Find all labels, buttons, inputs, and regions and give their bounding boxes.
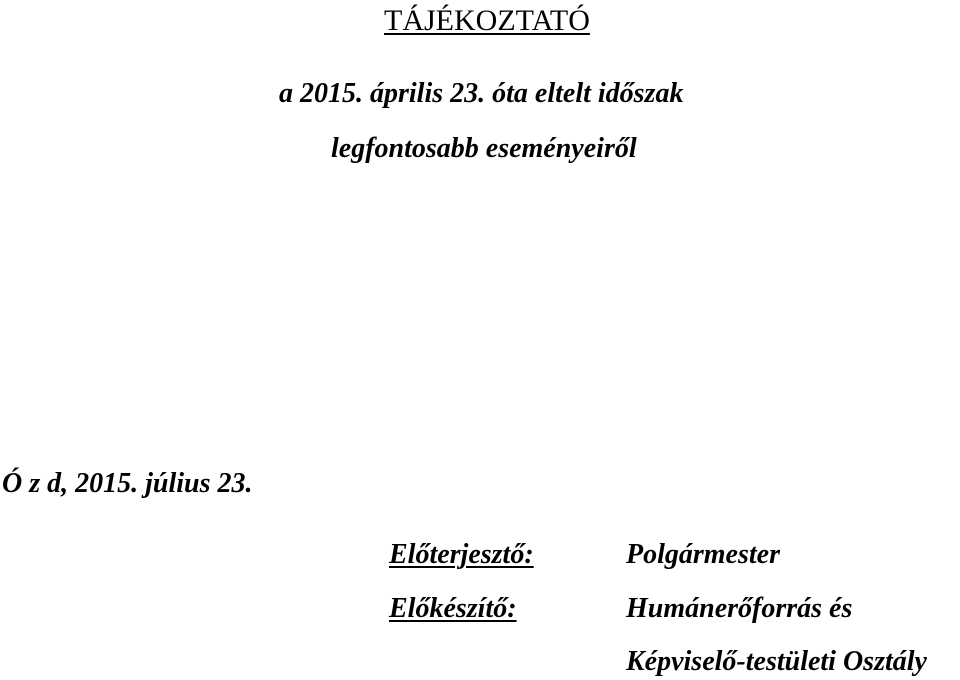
subtitle-line-1: a 2015. április 23. óta eltelt időszak xyxy=(279,78,684,109)
document-title: TÁJÉKOZTATÓ xyxy=(384,4,590,37)
place-and-date: Ó z d, 2015. július 23. xyxy=(2,468,253,499)
preparer-value-line-2: Képviselő-testületi Osztály xyxy=(626,646,927,677)
preparer-label: Előkészítő: xyxy=(389,593,517,624)
preparer-value-line-1: Humánerőforrás és xyxy=(626,593,853,624)
presenter-label: Előterjesztő: xyxy=(389,539,534,570)
subtitle-line-2: legfontosabb eseményeiről xyxy=(331,133,637,164)
presenter-value: Polgármester xyxy=(626,539,780,570)
